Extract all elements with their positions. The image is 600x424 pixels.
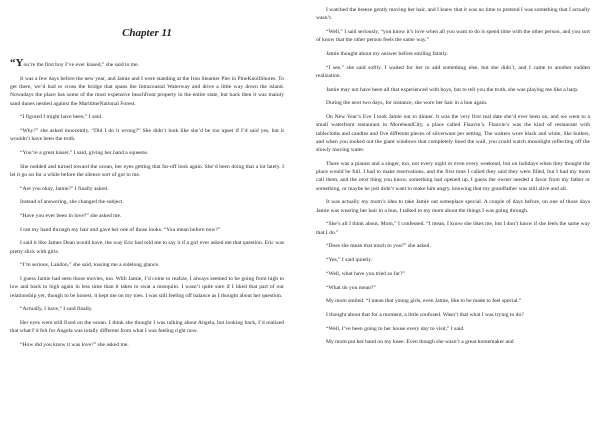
- paragraph: “What do you mean?”: [326, 284, 376, 291]
- left-column: [10, 0, 284, 424]
- paragraph: My mom put her hand on my knee. Even though she wasn’t a great homemaker and: [326, 339, 514, 346]
- right-column: [316, 0, 590, 424]
- paragraph: On New Year’s Eve I took Jamie out to dinner. It was the very first real date she’d ever been on, and we went to a small waterfront restaurant in MoreheadCity, a place called Flauvin’s. Flauvin’s was the kind of restaurant with tablecloths and candles and five different pieces of silverware per setting. The waiters wore black and white, like butlers, and when you looked out the giant windows that completely lined the wall, you could watch moonlight reflecting off the slowly moving water.: [316, 114, 590, 154]
- paragraph: Jamie thought about my answer before smiling faintly.: [326, 50, 449, 57]
- paragraph: “You’re the first boy I’ve ever kissed,” she said to me.: [10, 57, 140, 69]
- paragraph: It was a few days before the new year, and Jamie and I were standing at the Iron Steamer Pier in PineKnollShores. To get there, we’d had to cross the bridge that spans the Intracoastal Waterway and drive a little way down the island. Nowadays the place has some of the most expensive beachfront property in the entire state, but back then it was mainly sand dunes nestled against the MaritimeNational Forest.: [10, 75, 284, 107]
- paragraph: “Well,” I said seriously, “you know it’s love when all you want to do is spend time with the other person, and you sort of know that the other person feels the same way.”: [316, 28, 590, 44]
- paragraph: During the next two days, for instance, she wore her hair in a bun again.: [326, 100, 488, 107]
- paragraph: “Yes,” I said quietly.: [326, 257, 373, 264]
- paragraph: “You’re a great kisser,” I said, giving her hand a squeeze.: [20, 149, 149, 156]
- paragraph: “I see,” she said softly. I waited for her to add something else, but she didn’t, and I came to another sudden realization.: [316, 64, 590, 79]
- paragraph: “Well, what have you tried so far?”: [326, 270, 405, 277]
- paragraph: “I’m serious, Landon,” she said, tossing me a sidelong glance.: [20, 262, 160, 269]
- paragraph: “I figured I might have been,” I said.: [20, 114, 103, 121]
- paragraph: I said it like James Dean would have, the way Eric had told me to say it if a girl ever asked me that question. Eric was pretty slick with girls.: [10, 240, 284, 255]
- paragraph: It was actually my mom’s idea to take Jamie out someplace special. A couple of days before, on one of those days Jamie was wearing her hair in a bun, I talked to my mom about the things I was going through.: [316, 199, 590, 214]
- paragraph: “How did you know it was love?” she asked me.: [20, 341, 129, 348]
- paragraph: I watched the breeze gently moving her hair, and I knew that it was no time to pretend I was something that I actually wasn’t.: [316, 7, 590, 22]
- paragraph: Her eyes were still fixed on the ocean. I think she thought I was talking about Angela, but looking back, I’d realized that what I’d felt for Angela was totally different from what I was feeling right now.: [10, 320, 284, 335]
- paragraph: My mom smiled. “I mean that young girls, even Jamie, like to be made to feel special.”: [326, 298, 522, 305]
- paragraph: “Well, I’ve been going to her house every day to visit,” I said.: [326, 325, 465, 332]
- paragraph: Jamie may not have been all that experienced with boys, but to tell you the truth, she was playing me like a harp.: [326, 86, 579, 93]
- drop-cap: “Y: [10, 57, 24, 69]
- paragraph: I ran my hand through my hair and gave her one of those looks. “You mean before now?”: [20, 226, 221, 233]
- paragraph: “Are you okay, Jamie?” I finally asked.: [20, 185, 109, 192]
- paragraph: I guess Jamie had seen those movies, too. With Jamie, I’d come to realize, I always seemed to be going from high to low and back to high again in less time than it takes to swat a mosquito. I wasn’t quite sure if I liked that part of our relationship yet, though to be honest, it kept me on my toes. I was still feeling off balance as I thought about her question.: [10, 276, 284, 299]
- chapter-title: Chapter 11: [122, 27, 172, 39]
- paragraph: “She’s all I think about, Mom,” I confessed. “I mean, I know she likes me, but I don’t know if she feels the same way that I do.”: [316, 221, 590, 236]
- paragraph: “Why?” she asked innocently. “Did I do it wrong?” She didn’t look like she’d be too upset if I’d said yes, but it wouldn’t have been the truth.: [10, 127, 284, 143]
- paragraph: “Actually, I have,” I said finally.: [20, 306, 93, 313]
- paragraph: There was a pianist and a singer, too, not every night or even every weekend, but on holidays when they thought the place would be full. I had to make reservations, and the first time I called they said they were filled, but I had my mom call them, and the next thing you know, something had opened up. I guess the owner needed a favor from my father or something, or maybe he just didn’t want to make him angry, knowing that my grandfather was still alive and all.: [316, 160, 590, 192]
- paragraph: “Have you ever been in love?” she asked me.: [20, 212, 122, 219]
- paragraph: “Does she mean that much to you?” she asked.: [326, 243, 431, 250]
- paragraph: Instead of answering, she changed the subject.: [20, 199, 124, 206]
- paragraph: I thought about that for a moment, a little confused. Wasn’t that what I was trying to do?: [326, 311, 524, 318]
- paragraph: She nodded and turned toward the ocean, her eyes getting that far-off look again. She’d been doing that a lot lately. I let it go on for a while before the silence sort of got to me.: [10, 163, 284, 178]
